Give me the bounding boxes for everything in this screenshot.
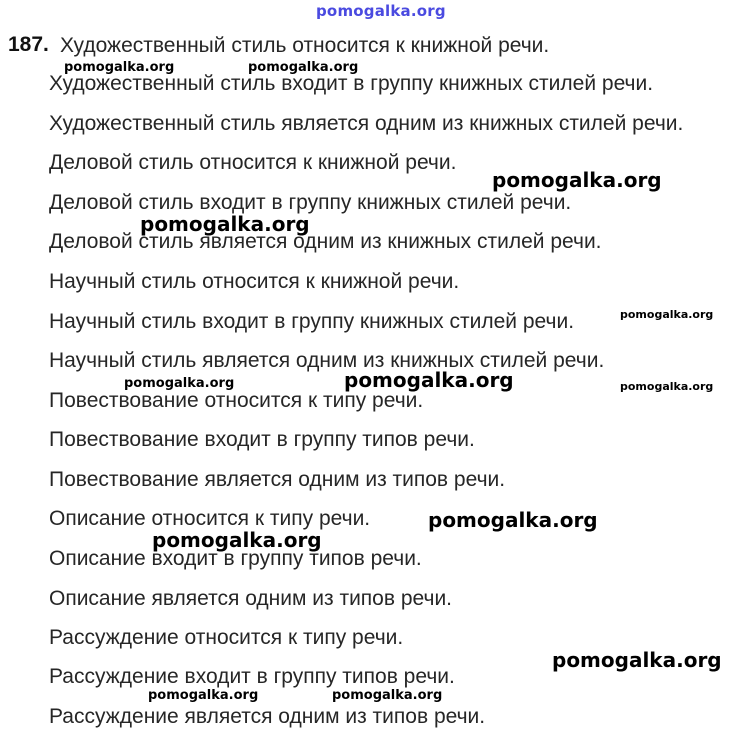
- text-line: Описание относится к типу речи.: [49, 507, 371, 530]
- text-line: Художественный стиль относится к книжной речи.: [60, 34, 550, 57]
- watermark-text: pomogalka.org: [428, 508, 598, 532]
- text-line: Научный стиль относится к книжной речи.: [49, 270, 460, 293]
- text-line: Повествование относится к типу речи.: [49, 389, 424, 412]
- text-line: Рассуждение относится к типу речи.: [49, 626, 404, 649]
- exercise-number: 187.: [8, 33, 49, 56]
- watermark-text: pomogalka.org: [620, 308, 714, 321]
- text-line: Повествование входит в группу типов речи.: [49, 428, 475, 451]
- text-line: Художественный стиль входит в группу книжных стилей речи.: [49, 72, 654, 95]
- text-line: Деловой стиль относится к книжной речи.: [49, 151, 457, 174]
- watermark-text: pomogalka.org: [620, 380, 714, 393]
- watermark-text: pomogalka.org: [552, 648, 722, 672]
- text-line: Научный стиль является одним из книжных стилей речи.: [49, 349, 605, 372]
- watermark-text: pomogalka.org: [64, 60, 175, 75]
- text-line: Описание является одним из типов речи.: [49, 587, 453, 610]
- watermark-text: pomogalka.org: [492, 168, 662, 192]
- watermark-text: pomogalka.org: [332, 688, 443, 703]
- watermark-text: pomogalka.org: [344, 368, 514, 392]
- text-line: Описание входит в группу типов речи.: [49, 547, 422, 570]
- header-watermark: pomogalka.org: [316, 2, 446, 20]
- text-line: Деловой стиль является одним из книжных стилей речи.: [49, 230, 602, 253]
- watermark-text: pomogalka.org: [140, 212, 310, 236]
- watermark-text: pomogalka.org: [148, 688, 259, 703]
- text-line: Рассуждение является одним из типов речи.: [49, 705, 486, 728]
- text-line: Повествование является одним из типов речи.: [49, 468, 506, 491]
- watermark-text: pomogalka.org: [124, 376, 235, 391]
- watermark-text: pomogalka.org: [152, 528, 322, 552]
- text-line: Художественный стиль является одним из книжных стилей речи.: [49, 112, 684, 135]
- text-line: Рассуждение входит в группу типов речи.: [49, 665, 455, 688]
- text-line: Деловой стиль входит в группу книжных стилей речи.: [49, 191, 572, 214]
- text-line: Научный стиль входит в группу книжных стилей речи.: [49, 310, 575, 333]
- watermark-text: pomogalka.org: [248, 60, 359, 75]
